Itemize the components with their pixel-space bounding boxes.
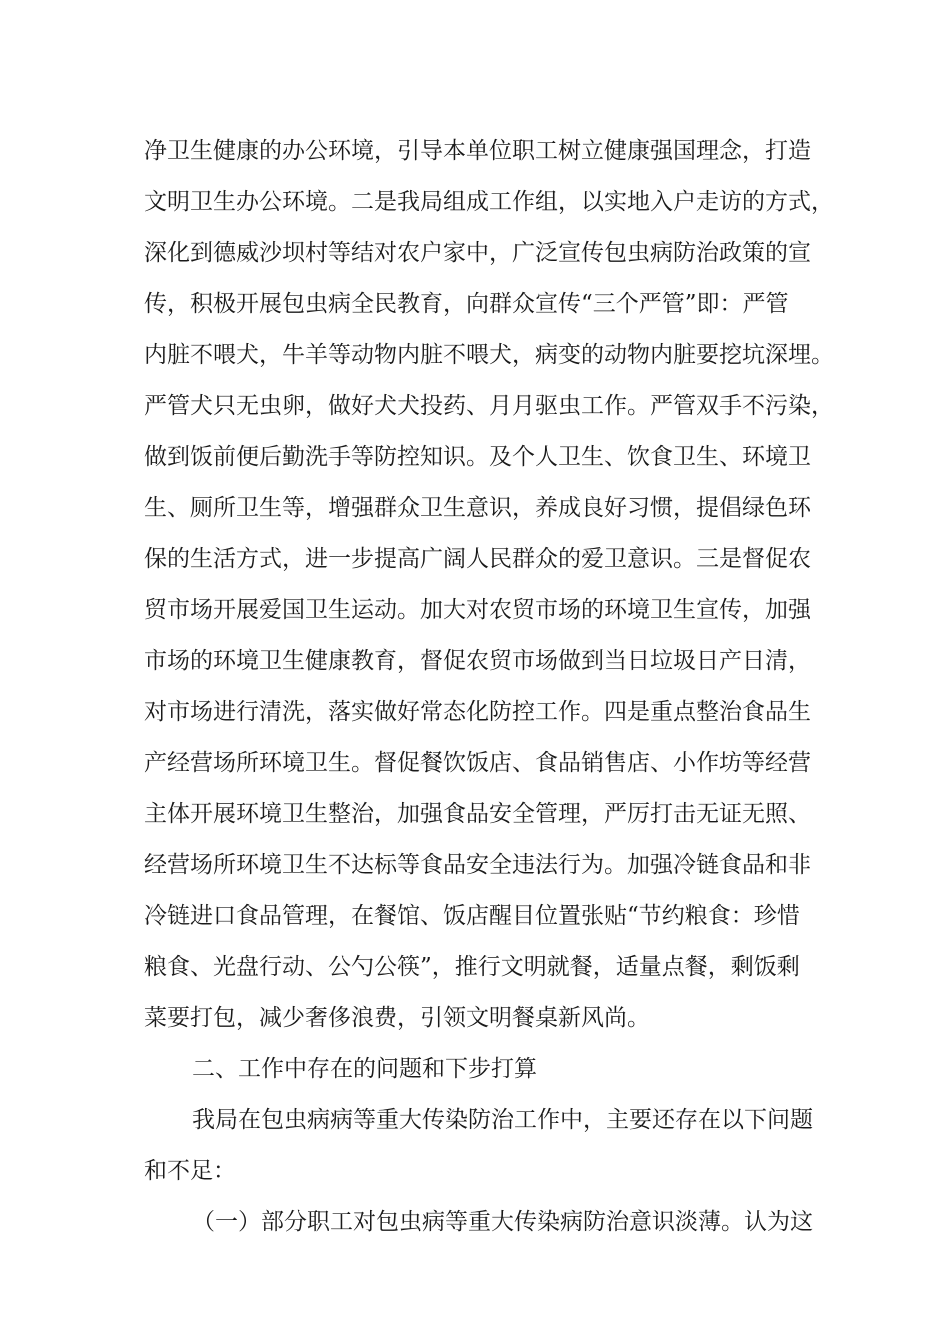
paragraph-first-line: 我局在包虫病病等重大传染防治工作中，主要还存在以下问题 <box>192 1107 813 1133</box>
body-text-line: 粮食、光盘行动、公勺公筷”，推行文明就餐，适量点餐，剩饭剩 <box>144 954 800 980</box>
body-text-line: 保的生活方式，进一步提高广阔人民群众的爱卫意识。三是督促农 <box>144 546 811 572</box>
body-text-line: 严管犬只无虫卵，做好犬犬投药、月月驱虫工作。严管双手不污染， <box>144 393 834 419</box>
body-text-line: 贸市场开展爱国卫生运动。加大对农贸市场的环境卫生宣传，加强 <box>144 597 811 623</box>
body-text-line: 和不足： <box>144 1158 236 1184</box>
body-text-line: 主体开展环境卫生整治，加强食品安全管理，严厉打击无证无照、 <box>144 801 811 827</box>
body-text-line: 市场的环境卫生健康教育，督促农贸市场做到当日垃圾日产日清， <box>144 648 811 674</box>
body-text-line: 传，积极开展包虫病全民教育，向群众宣传“三个严管”即：严管 <box>144 291 789 317</box>
body-text-line: 内脏不喂犬，牛羊等动物内脏不喂犬，病变的动物内脏要挖坑深埋。 <box>144 342 834 368</box>
body-text-line: 净卫生健康的办公环境，引导本单位职工树立健康强国理念，打造 <box>144 138 811 164</box>
body-text-line: 对市场进行清洗，落实做好常态化防控工作。四是重点整治食品生 <box>144 699 811 725</box>
body-text-line: 深化到德威沙坝村等结对农户家中，广泛宣传包虫病防治政策的宣 <box>144 240 811 266</box>
section-heading: 二、工作中存在的问题和下步打算 <box>192 1056 537 1082</box>
paragraph-first-line: （一）部分职工对包虫病等重大传染病防治意识淡薄。认为这 <box>192 1209 813 1235</box>
body-text-line: 生、厕所卫生等，增强群众卫生意识，养成良好习惯，提倡绿色环 <box>144 495 811 521</box>
body-text-line: 文明卫生办公环境。二是我局组成工作组，以实地入户走访的方式， <box>144 189 834 215</box>
body-text-line: 产经营场所环境卫生。督促餐饮饭店、食品销售店、小作坊等经营 <box>144 750 811 776</box>
body-text-line: 冷链进口食品管理，在餐馆、饭店醒目位置张贴“节约粮食：珍惜 <box>144 903 800 929</box>
body-text-line: 做到饭前便后勤洗手等防控知识。及个人卫生、饮食卫生、环境卫 <box>144 444 811 470</box>
body-text-line: 菜要打包，减少奢侈浪费，引领文明餐桌新风尚。 <box>144 1005 650 1031</box>
body-text-line: 经营场所环境卫生不达标等食品安全违法行为。加强冷链食品和非 <box>144 852 811 878</box>
